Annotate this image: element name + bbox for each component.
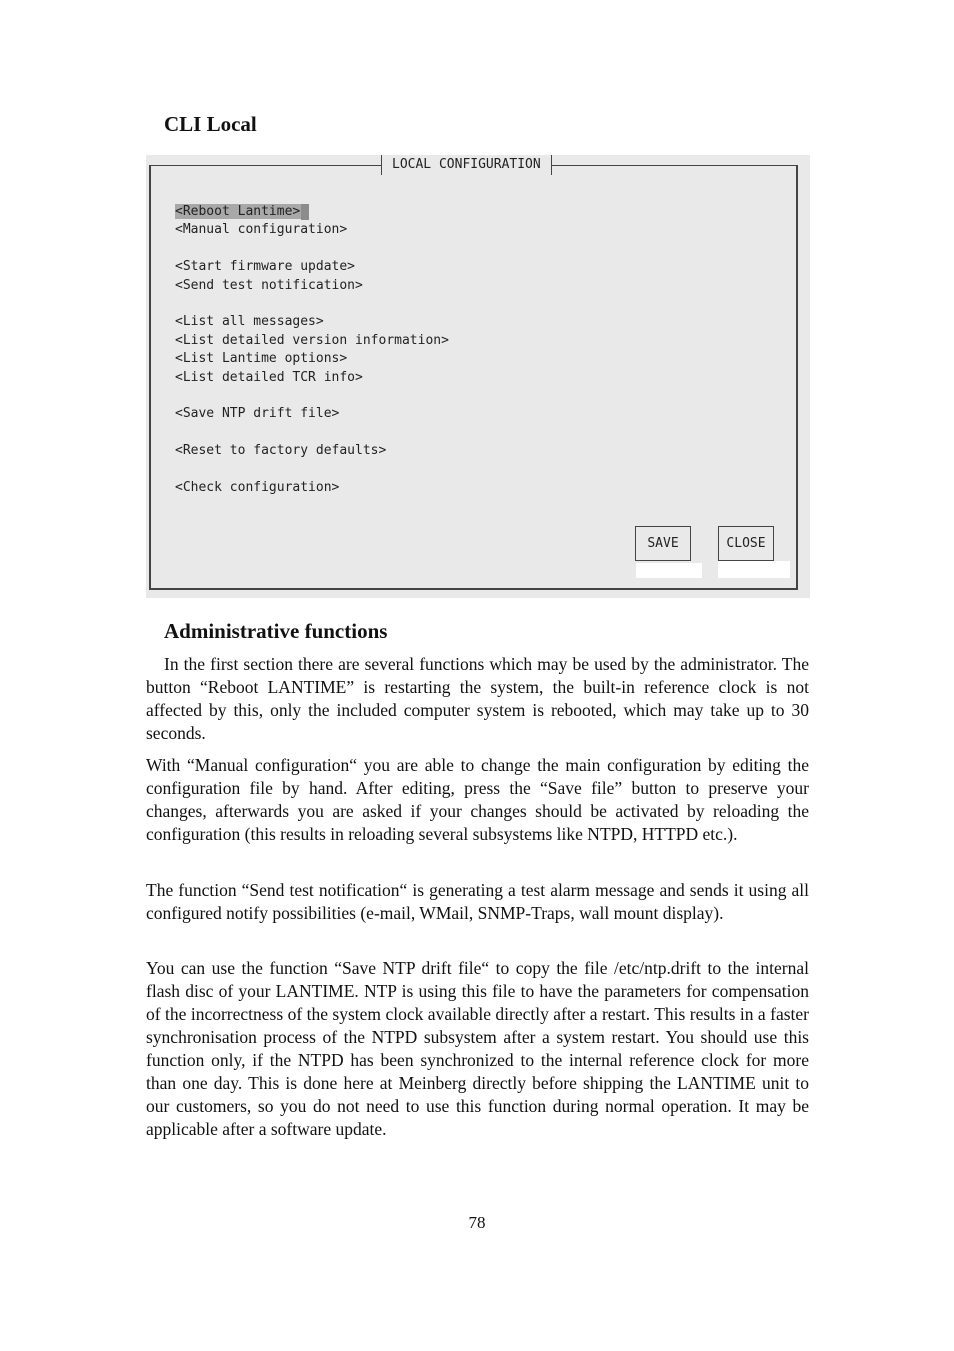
paragraph-manual-configuration: With “Manual configuration“ you are able to change the main configuration by editing the configuration file by hand. After editing, press the “Save file” button to preserve your changes, afterwards you are asked if your changes should be activated by reloading the configuration (this results in reloading several subsystems like NTPD, HTTPD etc.). bbox=[146, 755, 809, 844]
menu-item[interactable]: <Check configuration> bbox=[175, 479, 340, 495]
menu-spacer bbox=[175, 295, 449, 313]
menu-item[interactable]: <List detailed TCR info> bbox=[175, 369, 363, 385]
local-configuration-screenshot bbox=[146, 155, 810, 598]
screen-artifact bbox=[636, 563, 702, 578]
menu-spacer bbox=[175, 240, 449, 258]
menu-item[interactable]: <Start firmware update> bbox=[175, 259, 356, 275]
save-button[interactable]: SAVE bbox=[635, 526, 691, 561]
screen-artifact bbox=[718, 561, 790, 578]
menu-item[interactable]: <List all messages> bbox=[175, 314, 324, 330]
menu-item[interactable]: <List detailed version information> bbox=[175, 332, 449, 348]
menu-spacer bbox=[175, 387, 449, 405]
menu-item[interactable]: <Reset to factory defaults> bbox=[175, 443, 387, 459]
menu-item[interactable]: <Send test notification> bbox=[175, 277, 363, 293]
menu-item[interactable] bbox=[175, 203, 449, 221]
menu-list bbox=[175, 203, 449, 497]
menu-item[interactable]: <List Lantime options> bbox=[175, 351, 348, 367]
dialog-title: LOCAL CONFIGURATION bbox=[381, 155, 552, 175]
section-heading-cli-local: CLI Local bbox=[164, 112, 257, 136]
page-number: 78 bbox=[468, 1213, 486, 1232]
section-heading-administrative-functions: Administrative functions bbox=[164, 619, 388, 643]
menu-item[interactable]: <Save NTP drift file> bbox=[175, 406, 340, 422]
close-button[interactable]: CLOSE bbox=[718, 526, 774, 561]
text-cursor bbox=[301, 204, 309, 220]
menu-spacer bbox=[175, 424, 449, 442]
paragraph-test-notification: The function “Send test notification“ is generating a test alarm message and sends it using all configured notify possibilities (e-mail, WMail, SNMP-Traps, wall mount display). bbox=[146, 880, 809, 923]
menu-spacer bbox=[175, 460, 449, 478]
paragraph-reboot: In the first section there are several functions which may be used by the administrator. The button “Reboot LANTIME” is restarting the system, the built-in reference clock is not affected by this, only the included computer system is rebooted, which may take up to 30 seconds. bbox=[146, 654, 809, 743]
menu-item-label: <Reboot Lantime> bbox=[175, 204, 301, 219]
dialog-frame bbox=[149, 165, 798, 590]
menu-item[interactable]: <Manual configuration> bbox=[175, 222, 348, 238]
paragraph-ntp-drift: You can use the function “Save NTP drift file“ to copy the file /etc/ntp.drift to the internal flash disc of your LANTIME. NTP is using this file to have the parameters for compensation of the incorrectness of the system clock available directly after a restart. This results in a faster synchronisation process of the NTPD subsystem after a system restart. You should use this function only, if the NTPD has been synchronized to the internal reference clock for more than one day. This is done here at Meinberg directly before shipping the LANTIME unit to our customers, so you do not need to use this function during normal operation. It may be applicable after a software update. bbox=[146, 958, 809, 1139]
